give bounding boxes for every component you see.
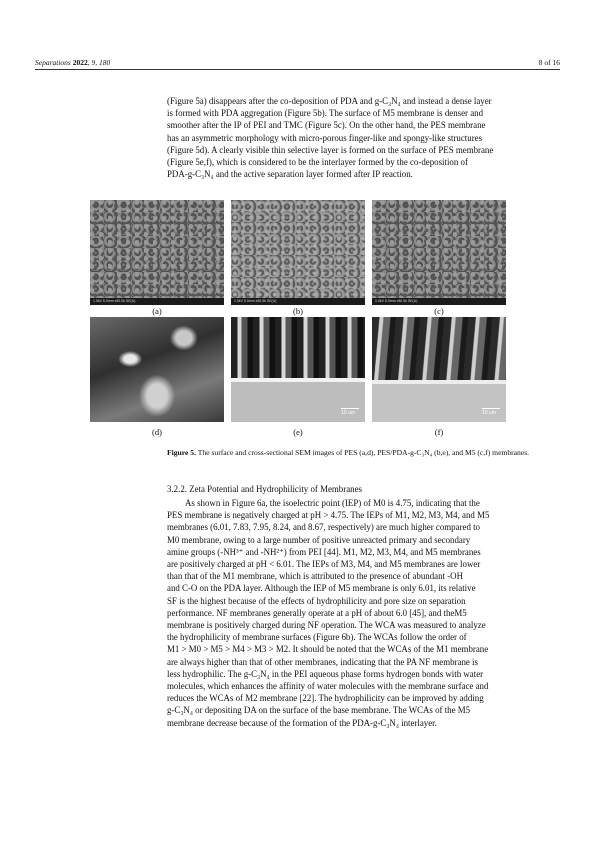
journal-citation: Separations 2022, 9, 180: [35, 58, 111, 67]
sem-image-b: 1.0kV 5.0mm x50.0k SE(U): [231, 200, 365, 305]
text-line: (Figure 5a) disappears after the co-deposition of PDA and g-C₃N₄ and instead a dense layer: [167, 96, 492, 106]
text-line: less hydrophilic. The g-C₃N₄ in the PEI aqueous phase forms hydrogen bonds with water: [167, 668, 484, 679]
text-line: M0 membrane, owing to a large number of positive unreacted primary and secondary: [167, 534, 471, 545]
text-line: molecules, which enhances the affinity of water molecules with the membrane surface and: [167, 681, 489, 692]
scale-bar-label: 10 um: [341, 408, 359, 416]
panel-label-e: (e): [293, 427, 303, 437]
text-line: (Figure 5e,f), which is considered to be the interlayer formed by the co-deposition of: [167, 157, 468, 168]
page-number: 8 of 16: [538, 58, 560, 67]
panel-label-c: (c): [434, 306, 444, 316]
scale-bar-label: 10 um: [482, 408, 500, 416]
sem-image-f: [372, 317, 506, 422]
sem-image-c: 1.0kV 5.0mm x50.0k SE(U): [372, 200, 506, 305]
text-line: reduces the WCAs of M2 membrane [22]. The hydrophilicity can be improved by adding: [167, 693, 484, 704]
text-line: smoother after the IP of PEI and TMC (Figure 5c). On the other hand, the PES membrane: [167, 120, 486, 131]
text-line: g-C₃N₄ or depositing DA on the surface of the base membrane. The WCAs of the M5: [167, 705, 471, 716]
sem-image-e: [231, 317, 365, 422]
text-line: membrane decrease because of the formation of the PDA-g-C₃N₄ interlayer.: [167, 717, 437, 728]
text-line: is formed with PDA aggregation (Figure 5b). The surface of M5 membrane is denser and: [167, 108, 484, 119]
text-line: than that of the M1 membrane, which is attributed to the presence of abundant -OH: [167, 571, 463, 582]
text-line: amine groups (-NH³⁺ and -NH²⁺) from PEI [44]. M1, M2, M3, M4, and M5 membranes: [167, 546, 481, 557]
text-line: PDA-g-C₃N₄ and the active separation layer formed after IP reaction.: [167, 169, 413, 180]
text-line: M1 > M0 > M5 > M4 > M3 > M2. It should be noted that the WCAs of the M1 membrane: [167, 644, 489, 655]
sem-image-a: 1.0kV 5.0mm x50.0k SE(U): [90, 200, 224, 305]
text-line: (Figure 5d). A clearly visible thin selective layer is formed on the surface of PES membrane: [167, 144, 494, 155]
figure-5: [90, 200, 506, 440]
paragraph-2: [167, 497, 560, 729]
text-line: As shown in Figure 6a, the isoelectric point (IEP) of M0 is 4.75, indicating that the: [185, 498, 480, 508]
text-line: SF is the highest because of the effects of hydrophilicity and pore size on separation: [167, 595, 466, 606]
caption-text: The surface and cross-sectional SEM images of PES (a,d), PES/PDA-g-C₃N₄ (b,e), and M5 (c,f) membranes.: [197, 448, 530, 457]
text-line: membrane is positively charged during NF operation. The WCA was measured to analyze: [167, 620, 486, 631]
text-line: has an asymmetric morphology with micro-porous finger-like and spongy-like structures: [167, 132, 483, 143]
text-line: PES membrane is negatively charged at pH > 4.75. The IEPs of M1, M2, M3, M4, and M5: [167, 510, 490, 521]
figure-caption: [167, 447, 560, 458]
panel-label-d: (d): [152, 427, 162, 437]
header-rule: [35, 69, 560, 70]
paragraph-1: [167, 95, 560, 180]
text-line: and C-O on the PDA layer. Although the IEP of M5 membrane is only 6.01, its relative: [167, 583, 476, 594]
text-line: the hydrophilicity of membrane surfaces (Figure 6b). The WCAs follow the order of: [167, 632, 467, 643]
section-heading: 3.2.2. Zeta Potential and Hydrophilicity of Membranes: [167, 484, 362, 494]
text-line: are positively charged at pH < 6.01. The IEPs of M3, M4, and M5 membranes are lower: [167, 559, 481, 570]
caption-label: Figure 5.: [167, 448, 196, 457]
panel-label-b: (b): [293, 306, 303, 316]
text-line: are always higher than that of other membranes, indicating that the PA NF membrane is: [167, 656, 478, 667]
sem-image-d: [90, 317, 224, 422]
panel-label-f: (f): [434, 427, 444, 437]
text-line: performance. NF membranes generally operate at a pH of about 6.0 [45], and theM5: [167, 607, 467, 618]
panel-label-a: (a): [152, 306, 162, 316]
text-line: membranes (6.01, 7.83, 7.95, 8.24, and 8.67, respectively) are much higher compared to: [167, 522, 480, 533]
